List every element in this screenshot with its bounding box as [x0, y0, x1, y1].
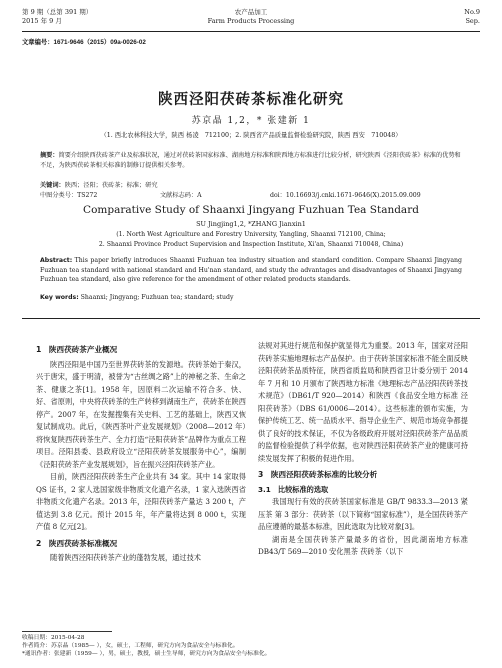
paragraph: 法规对其进行规范和保护就显得尤为重要。2013 年，国家对泾阳茯砖茶实施地理标志产品保护。由于茯砖茶国家标准不能全面反映泾阳茯砖茶品质特征，陕西省质监局和陕西省卫计委分别于 2014 年 7 月和 10 月颁布了陕西地方标准《地理标志产品泾阳茯砖茶技术规范》（DB61/T 920—2014）和陕西《食品安全地方标准 泾阳茯砖茶》（DBS 61/0006—2014）。这些标准的颁布实施，为保护传统工艺、统一品质水平、指导企业生产、规范市场竞争都提供了良好的技术保证，不仅为各级政府开展对泾阳茯砖茶产品品质的监督检验提供了科学依据，也对陕西泾阳茯砖茶产业的健康可持续发展发挥了积极的促进作用。: [258, 341, 468, 463]
section-heading-3: 3 陕西泾阳茯砖茶标准的比较分析: [258, 470, 378, 479]
keywords-en: [40, 294, 462, 301]
title-en: Comparative Study of Shaanxi Jingyang Fuzhuan Tea Standard: [83, 204, 419, 216]
section-heading-2: 2 陕西茯砖茶标准概况: [36, 538, 118, 548]
affiliation-en-2: 2. Shaanxi Province Product Supervision and Inspection Institute, Xi'an, Shaanxi 710048, China): [98, 241, 404, 248]
issue-no: No.9: [464, 8, 480, 16]
abstract-cn: [40, 151, 462, 170]
abstract-en-text: This paper briefly introduces Shaanxi Fuzhuan tea industry situation and standard condition. Compare Shaanxi Jingyang Fuzhuan tea standard with national standard and Hu'nan standard, and study the advantages and disadvantages of Shaanxi Jingyang Fuzhuan tea standard, also give reference for the amendment of other related products standards.: [40, 257, 463, 283]
abstract-cn-label: 摘要：: [40, 152, 59, 159]
document-code: 文献标志码：A: [160, 192, 202, 199]
corresponding-author-bio: *通讯作者：张建新（1959— ），男，硕士，教授，硕士生导师，研究方向为食品安全与标准化。: [22, 651, 271, 657]
article-number: 文章编号：1671-9646（2015）09a-0026-02: [22, 39, 146, 46]
paragraph: 随着陕西泾阳茯砖茶产业的蓬勃发展，通过技术: [50, 553, 201, 562]
keywords-en-label: Key words:: [40, 294, 79, 301]
page-header: [22, 8, 480, 32]
paragraph: 湖南是全国茯砖茶产量最多的省份，因此湖南地方标准 DB43/T 569—2010 安化黑茶 茯砖茶（以下: [258, 534, 468, 556]
abstract-en-label: Abstract:: [40, 257, 73, 264]
header-rule: [22, 31, 480, 32]
month-en: Sep.: [465, 17, 480, 25]
abstract-cn-text: 简要介绍陕西茯砖茶产业及标准状况，通过对茯砖茶国家标准、湖南地方标准和陕西地方标准进行比较分析，研究陕西《泾阳茯砖茶》标准的优势和不足，为陕西茯砖茶相关标准的制修订提供相关参考。: [40, 152, 461, 169]
abstract-rule: [22, 318, 480, 319]
paragraph: 陕西泾阳是中国乃至世界茯砖茶的发源地。茯砖茶始于秦汉，兴于唐宋，盛于明清，被誉为“古丝绸之路”上的神秘之茶、生命之茶、健康之茶[1]。1958 年，因原料二次运输不符合多、快、好、省原则，中央将茯砖茶的生产转移到湖南生产，茯砖茶在陕西停产。2007 年，在发掘搜集有关史料、工艺的基础上，陕西又恢复试制成功。此后，《陕西茶叶产业发展规划》（2008—2012 年）将恢复陕西茯砖茶生产、全力打造“泾阳茯砖茶”品牌作为重点工程项目。泾阳县委、县政府设立“泾阳茯砖茶发展服务中心”，编制《泾阳茯砖茶产业发展规划》，旨在振兴泾阳茯砖茶产业。: [36, 359, 246, 469]
keywords-cn: [40, 180, 462, 189]
affiliation-en-1: (1. North West Agriculture and Forestry University, Yangling, Shaanxi 712100, China;: [116, 231, 386, 238]
journal-cn: 农产品加工: [234, 8, 268, 16]
journal-en: Farm Products Processing: [207, 17, 295, 25]
right-column: [258, 340, 468, 559]
header-right: [464, 8, 480, 26]
author-bio: 作者简介：苏京晶（1985— ），女，硕士，工程师，研究方向为食品安全与标准化。: [22, 643, 239, 649]
left-column: [36, 340, 246, 565]
subsection-heading-3-1: 3.1 比较标准的选取: [258, 484, 329, 494]
section-heading-1: 1 陕西茯砖茶产业概况: [36, 345, 118, 354]
issue-cn: 第 9 期（总第 391 期）: [22, 8, 93, 16]
abstract-en: [40, 256, 462, 285]
clc-number: 中图分类号：TS272: [40, 192, 98, 199]
affiliation: （1. 西北农林科技大学，陕西 杨凌 712100；2. 陕西省产品质量监督检验研究院，陕西 西安 710048）: [100, 132, 402, 139]
authors: 苏京晶 1,2，* 张建新 1: [191, 116, 311, 126]
header-center: [22, 8, 480, 26]
date-cn: 2015 年 9 月: [22, 17, 62, 25]
keywords-en-text: Shaanxi; Jingyang; Fuzhuan tea; standard; study: [80, 294, 234, 301]
received-date: 收稿日期：2015-04-28: [22, 635, 85, 641]
article-title: 陕西泾阳茯砖茶标准化研究: [158, 92, 344, 108]
doi: doi：10.16693/j.cnki.1671-9646(X).2015.09.009: [270, 192, 421, 199]
keywords-cn-text: 陕西；泾阳；茯砖茶；标准；研究: [64, 182, 158, 189]
keywords-cn-label: 关键词：: [40, 182, 65, 189]
authors-en: SU Jingjing1,2, *ZHANG Jianxin1: [196, 220, 306, 228]
paragraph: 目前，陕西泾阳茯砖茶生产企业共有 34 家。其中 14 家取得 QS 证书，2 家人选国家级非物质文化遗产名录，1 家入选陕西省非物质文化遗产名录。2013 年，泾阳茯砖茶产量达 3 200 t，产值达到 3.8 亿元。预计 2015 年，年产量将达到 8 000 t，实现产值 8 亿元[2]。: [36, 472, 246, 531]
footnote-rule: [22, 631, 112, 632]
paragraph: 我国现行有效的茯砖茶国家标准是 GB/T 9833.3—2013 紧压茶 第 3 部分：茯砖茶（以下简称“国家标准”），是全国茯砖茶产品应遵循的最基本标准，因此选取为比较对象[3]。: [258, 497, 468, 531]
footnote: [22, 634, 480, 658]
